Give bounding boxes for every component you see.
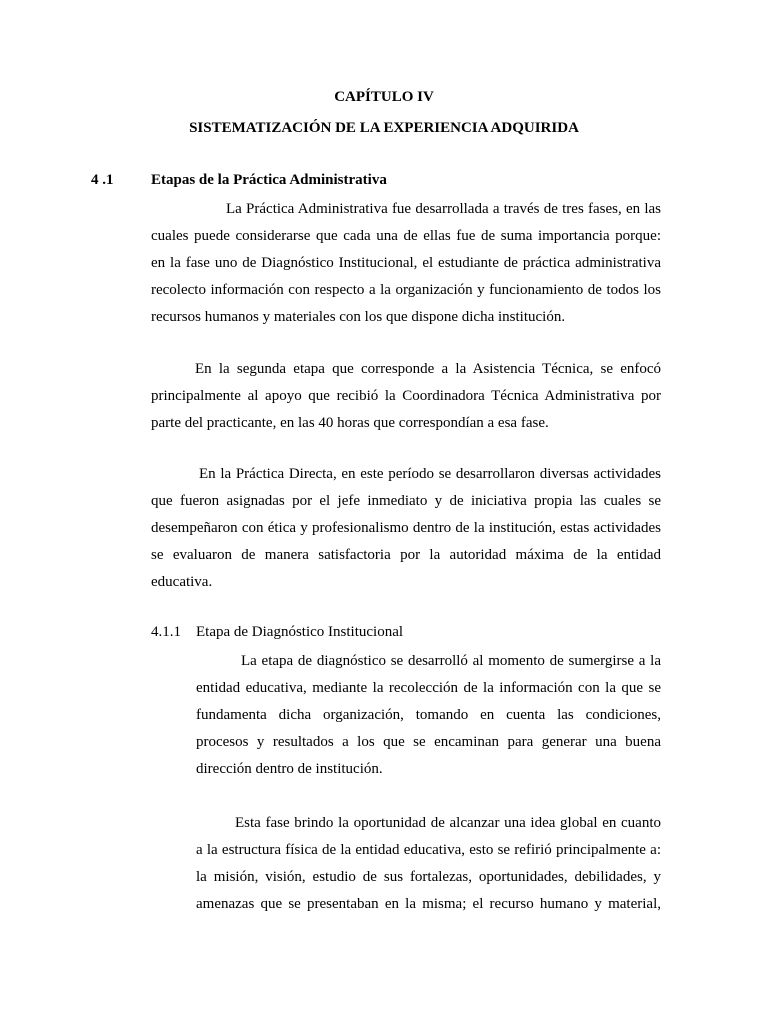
paragraph-line: fundamenta dicha organización, tomando en cuenta las condiciones, — [196, 707, 661, 723]
subsection-title: Etapa de Diagnóstico Institucional — [196, 624, 404, 640]
paragraph-1 — [151, 196, 661, 331]
paragraph-line: educativa. — [151, 574, 213, 590]
chapter-title: CAPÍTULO IV — [334, 89, 434, 105]
paragraph-line: se evaluaron de manera satisfactoria por la autoridad máxima de la entidad — [151, 547, 661, 563]
paragraph-line: desempeñaron con ética y profesionalismo dentro de la institución, estas actividades — [151, 520, 661, 536]
subsection-number: 4.1.1 — [151, 624, 181, 640]
paragraph-line: Esta fase brindo la oportunidad de alcanzar una idea global en cuanto — [235, 815, 661, 831]
paragraph-line: dirección dentro de institución. — [196, 761, 383, 777]
section-number: 4 .1 — [91, 172, 114, 188]
chapter-subtitle: SISTEMATIZACIÓN DE LA EXPERIENCIA ADQUIRIDA — [189, 120, 579, 136]
paragraph-line: recursos humanos y materiales con los que dispone dicha institución. — [151, 309, 566, 325]
paragraph-2 — [151, 356, 661, 437]
section-title: Etapas de la Práctica Administrativa — [151, 172, 387, 188]
paragraph-line: que fueron asignadas por el jefe inmediato y de iniciativa propia las cuales se — [151, 493, 661, 509]
paragraph-line: La etapa de diagnóstico se desarrolló al momento de sumergirse a la — [241, 653, 661, 669]
paragraph-5 — [196, 810, 661, 918]
paragraph-line: En la Práctica Directa, en este período se desarrollaron diversas actividades — [199, 466, 661, 482]
paragraph-3 — [151, 461, 661, 596]
paragraph-4 — [196, 648, 661, 783]
paragraph-line: principalmente al apoyo que recibió la Coordinadora Técnica Administrativa por — [151, 388, 661, 404]
paragraph-line: parte del practicante, en las 40 horas que correspondían a esa fase. — [151, 415, 549, 431]
paragraph-line: en la fase uno de Diagnóstico Institucional, el estudiante de práctica administrativa — [151, 255, 661, 271]
paragraph-line: a la estructura física de la entidad educativa, esto se refirió principalmente a: — [196, 842, 661, 858]
paragraph-line: La Práctica Administrativa fue desarrollada a través de tres fases, en las — [226, 201, 661, 217]
paragraph-line: amenazas que se presentaban en la misma; el recurso humano y material, — [196, 896, 661, 912]
paragraph-line: procesos y resultados a los que se encaminan para generar una buena — [196, 734, 661, 750]
paragraph-line: la misión, visión, estudio de sus fortalezas, oportunidades, debilidades, y — [196, 869, 661, 885]
paragraph-line: cuales puede considerarse que cada una de ellas fue de suma importancia porque: — [151, 228, 661, 244]
paragraph-line: En la segunda etapa que corresponde a la Asistencia Técnica, se enfocó — [195, 361, 661, 377]
paragraph-line: entidad educativa, mediante la recolección de la información con la que se — [196, 680, 661, 696]
paragraph-line: recolecto información con respecto a la organización y funcionamiento de todos los — [151, 282, 661, 298]
